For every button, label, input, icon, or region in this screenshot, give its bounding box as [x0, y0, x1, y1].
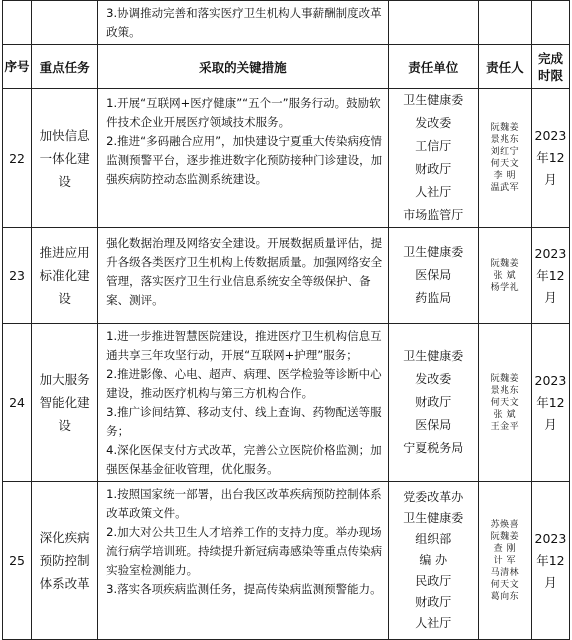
header-deadline: 完成时限 [531, 45, 569, 89]
row-task: 加大服务智能化建设 [32, 324, 98, 482]
row-index: 22 [3, 89, 32, 228]
row-deadline: 2023年12月 [531, 324, 569, 482]
header-unit: 责任单位 [388, 45, 478, 89]
header-task: 重点任务 [32, 45, 98, 89]
table-row [3, 482, 570, 640]
table-header [3, 45, 570, 89]
row-units: 卫生健康委 发改委 工信厅 财政厅 人社厅 市场监管厅 [388, 89, 478, 228]
row-index: 25 [3, 482, 32, 640]
row-deadline: 2023年12月 [531, 482, 569, 640]
header-measures: 采取的关键措施 [98, 45, 389, 89]
carryover-row [3, 1, 570, 45]
table-row [3, 89, 570, 228]
row-measures: 1.按照国家统一部署，出台我区改革疾病预防控制体系改革政策文件。 2.加大对公共卫生人才培养工作的支持力度。举办现场流行病学培训班。持续提升新冠病毒感染等重点传染病实验室检测能力。 3.落实各项疾病监测任务，提高传染病监测预警能力。 [98, 482, 389, 640]
row-measures: 1.开展“互联网+医疗健康”“五个一”服务行动。鼓励软件技术企业开展医疗领域技术服务。 2.推进“多码融合应用”，加快建设宁夏重大传染病疫情监测预警平台，逐步推进数字化预防接种门诊建设，加强疾病防控动态监测系统建设。 [98, 89, 389, 228]
row-persons: 阮魏姜 张 斌 杨学礼 [478, 228, 531, 324]
row-persons: 阮魏姜 景兆东 刘红宁 何天文 李 明 温武军 [478, 89, 531, 228]
row-deadline: 2023年12月 [531, 228, 569, 324]
row-task: 深化疾病预防控制体系改革 [32, 482, 98, 640]
row-units: 卫生健康委 发改委 财政厅 医保局 宁夏税务局 [388, 324, 478, 482]
row-persons: 苏焕喜 阮魏姜 查 刚 计 军 马清林 何天文 葛向东 [478, 482, 531, 640]
row-persons: 阮魏姜 景兆东 何天文 张 斌 王金平 [478, 324, 531, 482]
row-units: 卫生健康委 医保局 药监局 [388, 228, 478, 324]
row-task: 加快信息一体化建设 [32, 89, 98, 228]
row-measures: 强化数据治理及网络安全建设。开展数据质量评估，提升各级各类医疗卫生机构上传数据质量。加强网络安全管理，落实医疗卫生行业信息系统安全等级保护、备案、测评。 [98, 228, 389, 324]
header-person: 责任人 [478, 45, 531, 89]
row-task: 推进应用标准化建设 [32, 228, 98, 324]
reform-task-table [2, 0, 570, 640]
row-index: 23 [3, 228, 32, 324]
row-index: 24 [3, 324, 32, 482]
header-index: 序号 [3, 45, 32, 89]
row-measures: 1.进一步推进智慧医院建设，推进医疗卫生机构信息互通共享三年攻坚行动，开展“互联网+护理”服务； 2.推进影像、心电、超声、病理、医学检验等诊断中心建设，推动医疗机构与第三方机构合作。 3.推广诊间结算、移动支付、线上查询、药物配送等服务； 4.深化医保支付方式改革，完善公立医院价格监测；加强医保基金征收管理，优化服务。 [98, 324, 389, 482]
carryover-measure: 3.协调推动完善和落实医疗卫生机构人事薪酬制度改革政策。 [98, 1, 389, 45]
table-row [3, 228, 570, 324]
table-row [3, 324, 570, 482]
row-deadline: 2023年12月 [531, 89, 569, 228]
row-units: 党委改革办 卫生健康委 组织部 编 办 民政厅 财政厅 人社厅 [388, 482, 478, 640]
